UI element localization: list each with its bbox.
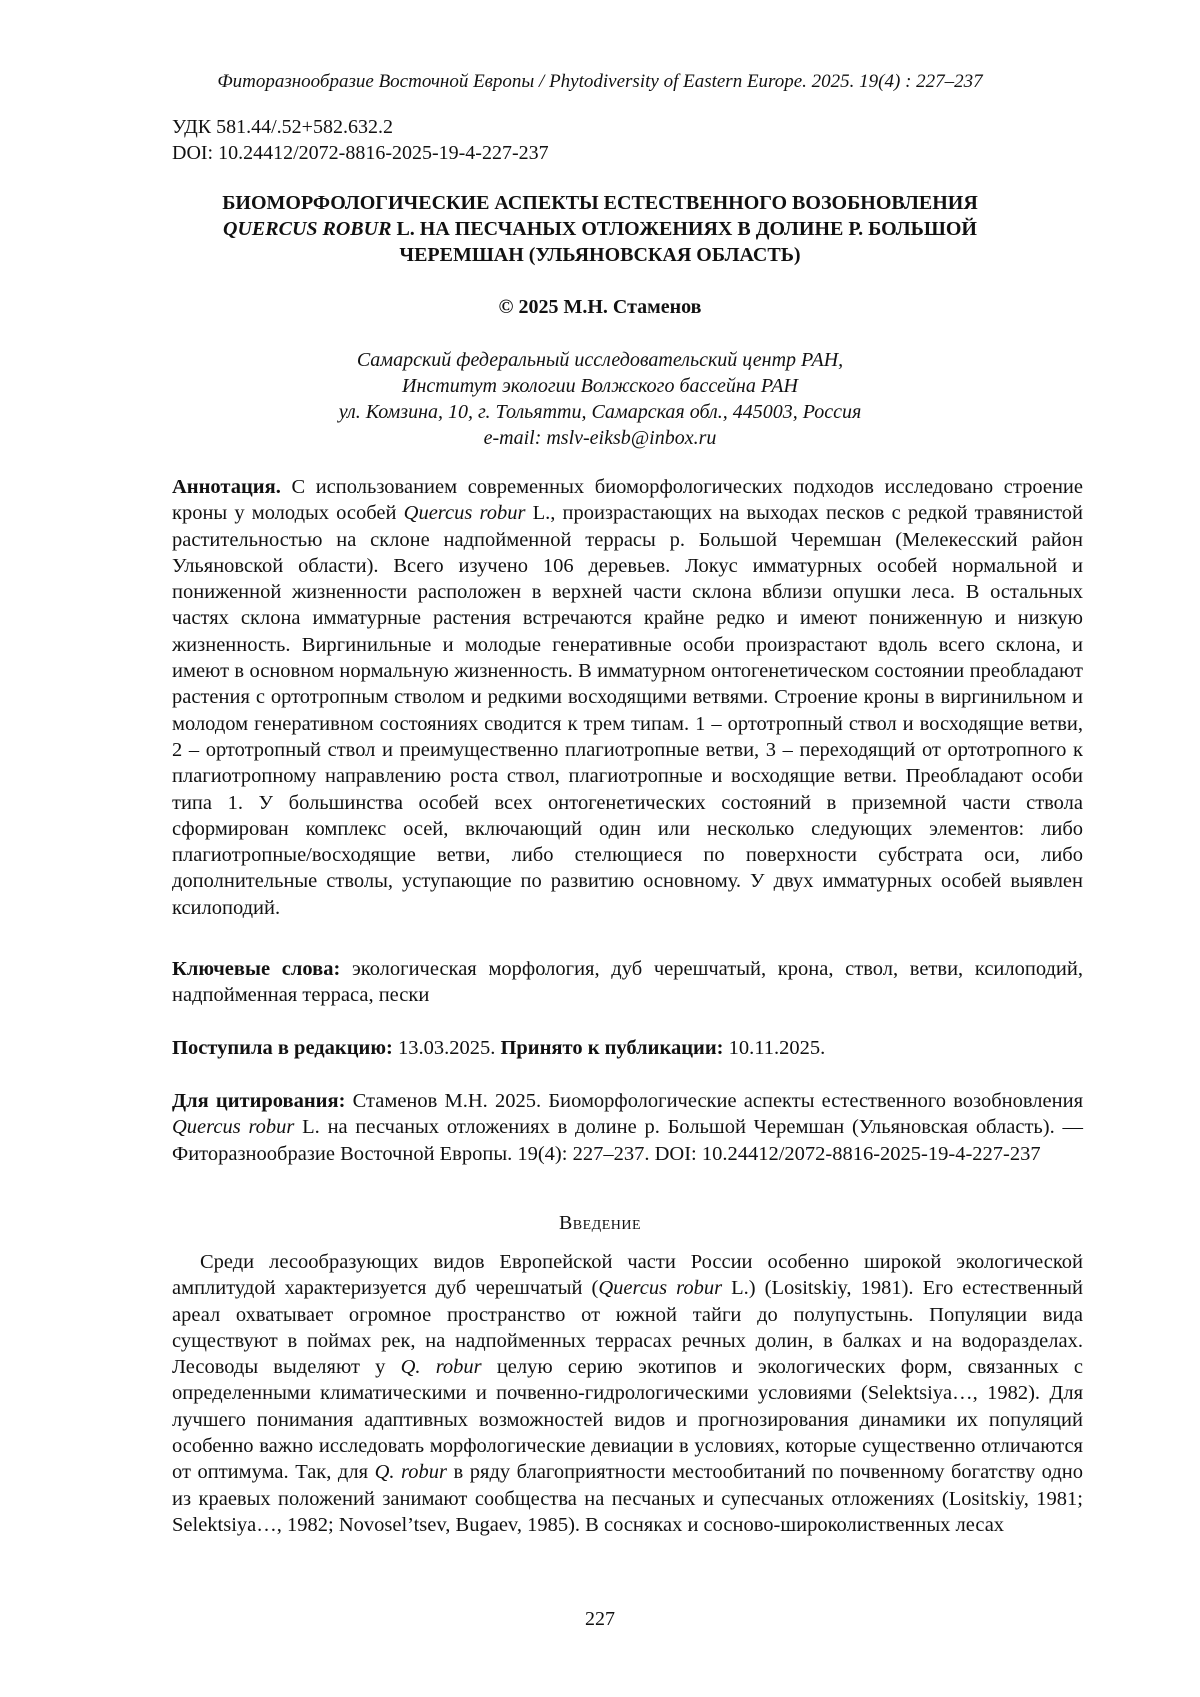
abstract-species: Quercus robur — [403, 502, 526, 525]
citation — [172, 1088, 1083, 1167]
title-line-2 — [150, 216, 1050, 242]
introduction-paragraph — [172, 1249, 1083, 1538]
affiliation-address: ул. Комзина, 10, г. Тольятти, Самарская обл., 445003, Россия — [338, 401, 862, 423]
abstract-text-2: L., произрастающих на выходах песков с редкой травянистой растительностью на склоне надпойменной террасы р. Большой Черемшан (Мелекесский район Ульяновской области). Всего изучено 106 деревьев. Локус имматурных особей нормальной и пониженной жизненности расположен в верхней части склона вблизи опушки леса. В остальных частях склона имматурные растения встречаются крайне редко и имеют пониженную и низкую жизненность. Виргинильные и молодые генеративные особи произрастают вдоль всего склона, и имеют в основном нормальную жизненность. В имматурном онтогенетическом состоянии преобладают растения с ортотропным стволом и редкими восходящими ветвями. Строение кроны в виргинильном и молодом генеративном состояниях сводится к трем типам. 1 – ортотропный ствол и восходящие ветви, 2 – ортотропный ствол и преимущественно плагиотропные ветви, 3 – переходящий от ортотропного к плагиотропному направлению роста ствол, плагиотропные и восходящие ветви. Преобладают особи типа 1. У большинства особей всех онтогенетических состояний в приземной части ствола сформирован комплекс осей, включающий один или несколько следующих элементов: либо плагиотропные/восходящие ветви, либо стелющиеся по поверхности субстрата оси, либо дополнительные стволы, уступающие по развитию основному. У двух имматурных особей выявлен ксилоподий. — [172, 502, 1083, 919]
intro-text-2: L.) (Lositskiy, 1981). Его естественный ареал охватывает огромное пространство от южной тайги до полупустынь. Популяции вида существуют в поймах рек, на надпойменных террасах речных долин, в балках и на водоразделах. Лесоводы выделяют у — [172, 1277, 1083, 1379]
accepted-date: 10.11.2025. — [723, 1037, 826, 1059]
title-line-3: ЧЕРЕМШАН (УЛЬЯНОВСКАЯ ОБЛАСТЬ) — [399, 244, 801, 266]
article-title — [150, 190, 1050, 268]
affiliation-line-1: Самарский федеральный исследовательский центр РАН, — [356, 349, 844, 371]
abstract-text-1: С использованием современных биоморфологических подходов исследовано строение кроны у молодых особей — [172, 476, 1083, 525]
citation-species: Quercus robur — [172, 1116, 295, 1139]
intro-text-3: целую серию экотипов и экологических форм, связанных с определенными климатическими и почвенно-гидрологическими условиями (Selektsiya…, 1982). Для лучшего понимания адаптивных возможностей видов и прогнозирования динамики их популяций особенно важно исследовать морфологические девиации в условиях, которые существенно отличаются от оптимума. Так, для — [172, 1356, 1083, 1484]
page-number: 227 — [585, 1608, 615, 1630]
identifiers — [172, 114, 549, 166]
keywords-text: экологическая морфология, дуб черешчатый, крона, ствол, ветви, ксилоподий, надпойменная терраса, пески — [172, 958, 1083, 1007]
title-species: QUERCUS ROBUR — [223, 218, 392, 240]
title-line-2-rest: L. НА ПЕСЧАНЫХ ОТЛОЖЕНИЯХ В ДОЛИНЕ Р. БОЛЬШОЙ — [391, 218, 977, 240]
affiliation — [0, 347, 1200, 451]
citation-text-2: L. на песчаных отложениях в долине р. Большой Черемшан (Ульяновская область). — Фиторазнообразие Восточной Европы. 19(4): 227–237. DOI: 10.24412/2072-8816-2025-19-4-227-237 — [172, 1116, 1083, 1165]
udk-code: УДК 581.44/.52+582.632.2 — [172, 116, 393, 138]
accepted-label: Принято к публикации: — [500, 1037, 724, 1059]
received-label: Поступила в редакцию: — [172, 1037, 393, 1059]
intro-text-1: Среди лесообразующих видов Европейской части России особенно широкой экологической амплитудой характеризуется дуб черешчатый ( — [172, 1251, 1083, 1300]
title-line-1: БИОМОРФОЛОГИЧЕСКИЕ АСПЕКТЫ ЕСТЕСТВЕННОГО ВОЗОБНОВЛЕНИЯ — [222, 192, 978, 214]
intro-species-2: Q. robur — [400, 1356, 482, 1379]
intro-text-4: в ряду благоприятности местообитаний по почвенному богатству одно из краевых положений занимают сообщества на песчаных и супесчаных отложениях (Lositskiy, 1981; Selektsiya…, 1982; Novosel’tsev, Bugaev, 1985). В сосняках и сосново-широколиственных лесах — [172, 1461, 1083, 1536]
citation-label: Для цитирования: — [172, 1090, 346, 1112]
abstract-label: Аннотация. — [172, 476, 281, 498]
running-header: Фиторазнообразие Восточной Европы / Phytodiversity of Eastern Europe. 2025. 19(4) : 227–237 — [217, 71, 983, 92]
section-heading-introduction: Введение — [558, 1212, 642, 1234]
intro-species-3: Q. robur — [374, 1461, 447, 1484]
dates — [172, 1035, 1083, 1061]
doi-top[interactable]: DOI: 10.24412/2072-8816-2025-19-4-227-237 — [172, 142, 549, 164]
received-date: 13.03.2025. — [392, 1037, 501, 1059]
abstract — [172, 474, 1083, 921]
keywords — [172, 956, 1083, 1009]
author-line: © 2025 М.Н. Стаменов — [498, 296, 702, 318]
intro-species-1: Quercus robur — [598, 1277, 723, 1300]
keywords-label: Ключевые слова: — [172, 958, 341, 980]
affiliation-email[interactable]: e-mail: mslv-eiksb@inbox.ru — [483, 427, 717, 449]
citation-text-1: Стаменов М.Н. 2025. Биоморфологические аспекты естественного возобновления — [345, 1090, 1084, 1112]
affiliation-line-2: Институт экологии Волжского бассейна РАН — [402, 375, 798, 397]
